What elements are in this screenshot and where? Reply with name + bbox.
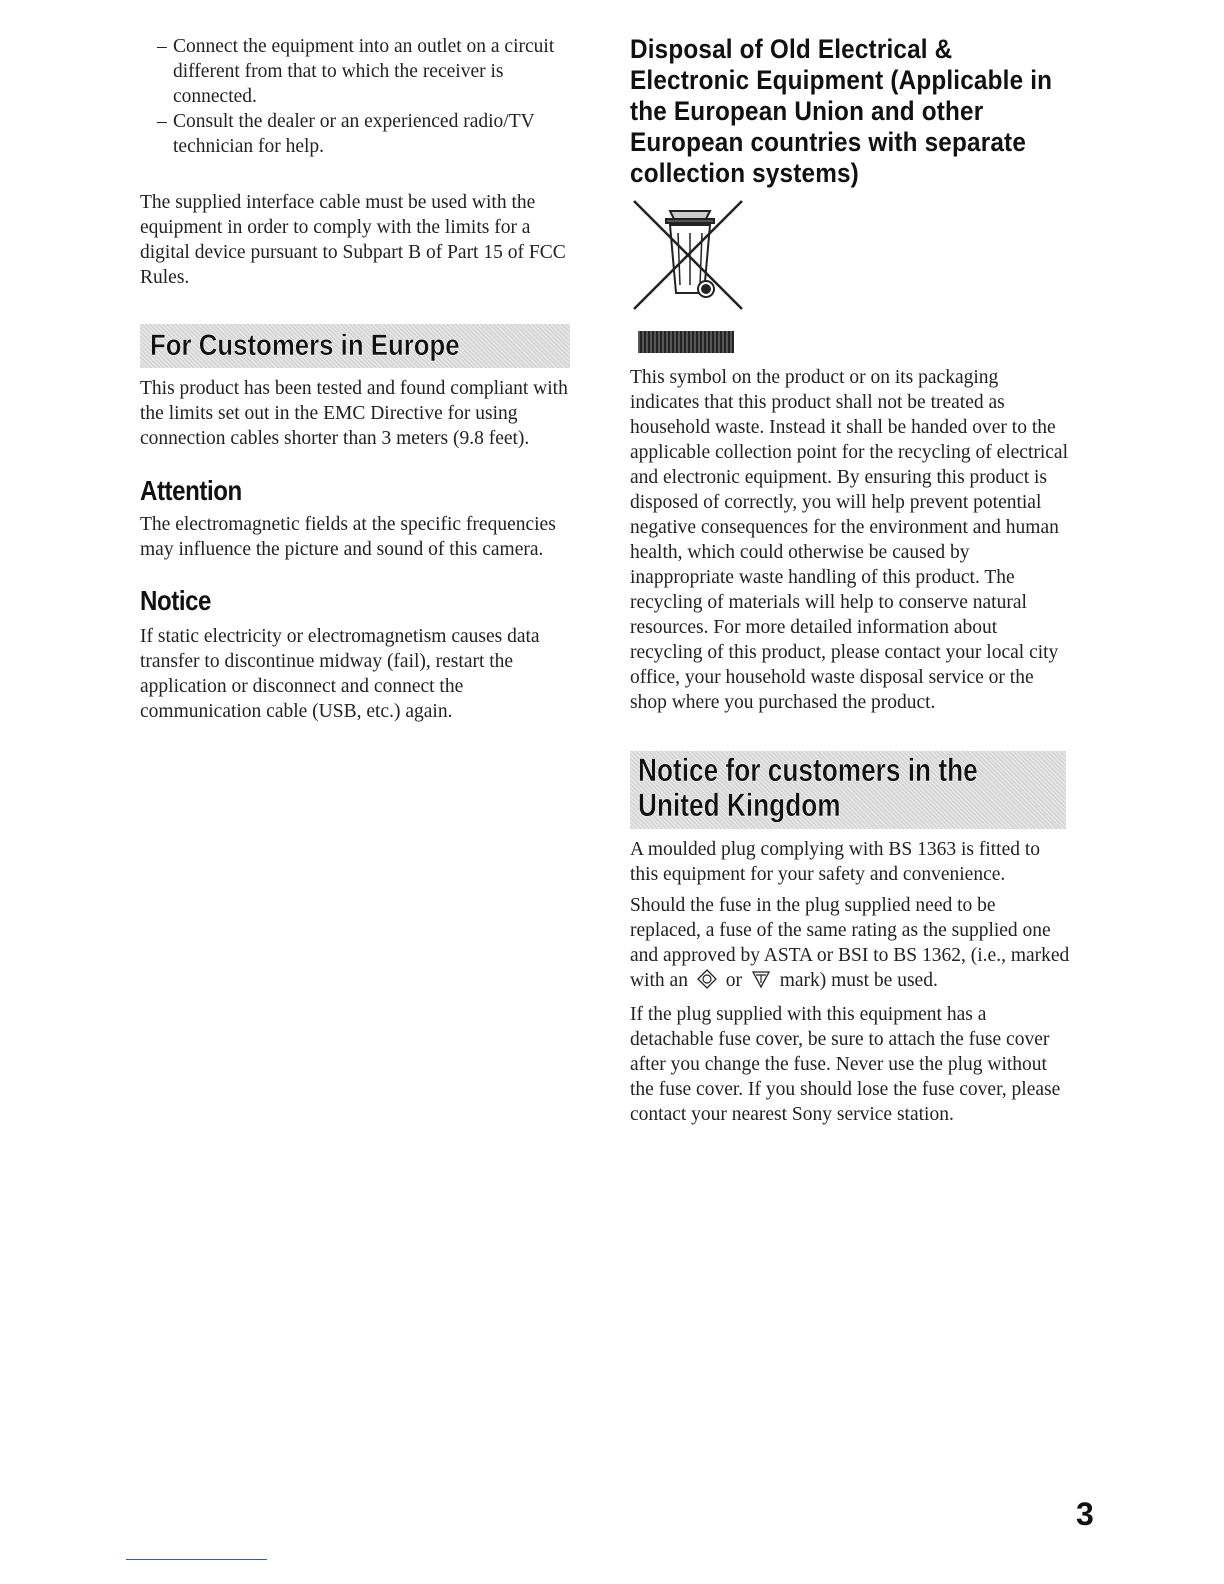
bsi-kitemark-icon bbox=[751, 969, 771, 996]
attention-paragraph: The electromagnetic fields at the specific frequencies may influence the picture and sound of this camera. bbox=[140, 514, 556, 560]
list-item bbox=[140, 109, 570, 159]
fuse-text-start: Should the fuse in the plug supplied need to be replaced, a fuse of the same rating as the supplied one and approved by ASTA or BSI to BS 1362, (i.e., marked with an bbox=[630, 895, 1070, 991]
footer-rule bbox=[126, 1559, 267, 1560]
interface-cable-paragraph: The supplied interface cable must be used with the equipment in order to comply with the limits for a digital device pursuant to Subpart B of Part 15 of FCC Rules. bbox=[140, 192, 566, 288]
dash-marker: – bbox=[157, 36, 167, 57]
dash-marker: – bbox=[157, 111, 167, 132]
uk-heading-line1: Notice for customers in the bbox=[638, 752, 978, 788]
bullet-text: Connect the equipment into an outlet on a circuit different from that to which the receiver is connected. bbox=[173, 36, 555, 107]
list-item bbox=[140, 34, 570, 109]
uk-section-banner bbox=[630, 751, 1066, 829]
page-number: 3 bbox=[1076, 1496, 1094, 1532]
bullet-text: Consult the dealer or an experienced radio/TV technician for help. bbox=[173, 111, 535, 157]
disposal-paragraph: This symbol on the product or on its packaging indicates that this product shall not be treated as household waste. Instead it shall be handed over to the applicable collection point for the recycling of electrical and electronic equipment. By ensuring this product is disposed of correctly, you will help prevent potential negative consequences for the environment and human health, which could otherwise be caused by inappropriate waste handling of this product. The recycling of materials will help to conserve natural resources. For more detailed information about recycling of this product, please contact your local city office, your household waste disposal service or the shop where you purchased the product. bbox=[630, 367, 1069, 713]
crossed-out-bin-icon bbox=[630, 197, 750, 317]
uk-plug-paragraph: A moulded plug complying with BS 1363 is fitted to this equipment for your safety and convenience. bbox=[630, 839, 1041, 885]
uk-heading-line2: United Kingdom bbox=[638, 787, 841, 823]
europe-section-banner bbox=[140, 324, 570, 368]
attention-heading: Attention bbox=[140, 475, 242, 506]
europe-paragraph: This product has been tested and found compliant with the limits set out in the EMC Directive for using connection cables shorter than 3 meters (9.8 feet). bbox=[140, 378, 568, 449]
right-column bbox=[630, 34, 1070, 1127]
uk-fuse-cover-paragraph: If the plug supplied with this equipment has a detachable fuse cover, be sure to attach the fuse cover after you change the fuse. Never use the plug without the fuse cover. If you should lose the fuse cover, please contact your nearest Sony service station. bbox=[630, 1004, 1061, 1125]
notice-paragraph: If static electricity or electromagnetism causes data transfer to discontinue midway (fail), restart the application or disconnect and connect the communication cable (USB, etc.) again. bbox=[140, 626, 540, 722]
fuse-text-or: or bbox=[725, 970, 742, 991]
left-column bbox=[140, 34, 570, 724]
notice-heading: Notice bbox=[140, 585, 212, 616]
disposal-heading: Disposal of Old Electrical & Electronic Equipment (Applicable in the European Union and other European countries with separate collection systems) bbox=[630, 34, 1053, 188]
fuse-text-end: mark) must be used. bbox=[779, 970, 938, 991]
interference-bullet-list bbox=[140, 34, 570, 159]
uk-fuse-paragraph bbox=[630, 893, 1070, 996]
asta-mark-icon bbox=[697, 969, 717, 996]
bin-underbar-icon bbox=[638, 331, 734, 353]
europe-heading: For Customers in Europe bbox=[150, 329, 460, 362]
